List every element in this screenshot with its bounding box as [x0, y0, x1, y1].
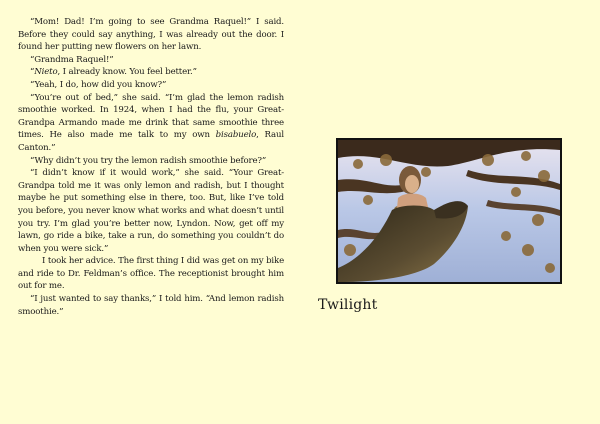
story-paragraph — [18, 293, 284, 318]
text-run: “Grandma Raquel!” — [30, 54, 114, 65]
text-run: “I just wanted to say thanks,” I told him. “And lemon radish smoothie.” — [18, 294, 284, 317]
italic-word: Nieto — [34, 67, 58, 78]
photo-illustration — [338, 140, 560, 282]
story-paragraph — [18, 155, 284, 168]
text-run: “Why didn’t you try the lemon radish smoothie before?” — [30, 155, 267, 166]
twilight-photo — [336, 138, 562, 284]
story-paragraph — [18, 54, 284, 67]
story-text — [18, 16, 284, 318]
text-run: , Raul Canton.” — [18, 130, 284, 153]
text-run: “I didn’t know if it would work,” she said. “Your Great-Grandpa told me it was only lemon and radish, but I thought maybe he put something else in there, too. But, like I’ve told you before, you never know what works and what doesn’t until you try. I’m glad you’re better now, Lyndon. Now, get off my lawn, go ride a bike, take a run, do something you couldn’t do when you were sick.” — [18, 168, 284, 254]
photo-caption: Twilight — [318, 297, 378, 313]
text-run: , I already know. You feel better.” — [57, 67, 197, 78]
text-run: “Mom! Dad! I’m going to see Grandma Raquel!” I said. Before they could say anything, I was already out the door. I found her putting new flowers on her lawn. — [18, 17, 284, 53]
story-paragraph — [18, 66, 284, 79]
italic-word: bisabuelo — [215, 130, 257, 141]
story-paragraph — [18, 255, 284, 293]
text-run: “Yeah, I do, how did you know?” — [30, 79, 167, 90]
story-paragraph — [18, 167, 284, 255]
text-run: I took her advice. The first thing I did was get on my bike and ride to Dr. Feldman’s office. The receptionist brought him out for me. — [18, 256, 285, 292]
story-paragraph — [18, 92, 284, 155]
text-run: “You’re out of bed,” she said. “I’m glad the lemon radish smoothie worked. In 1924, when I had the flu, your Great-Grandpa Armando made me drink that same smoothie three times. He also made me talk to my own — [18, 92, 284, 141]
text-run: “ — [30, 67, 35, 78]
story-paragraph — [18, 79, 284, 92]
story-paragraph — [18, 16, 284, 54]
